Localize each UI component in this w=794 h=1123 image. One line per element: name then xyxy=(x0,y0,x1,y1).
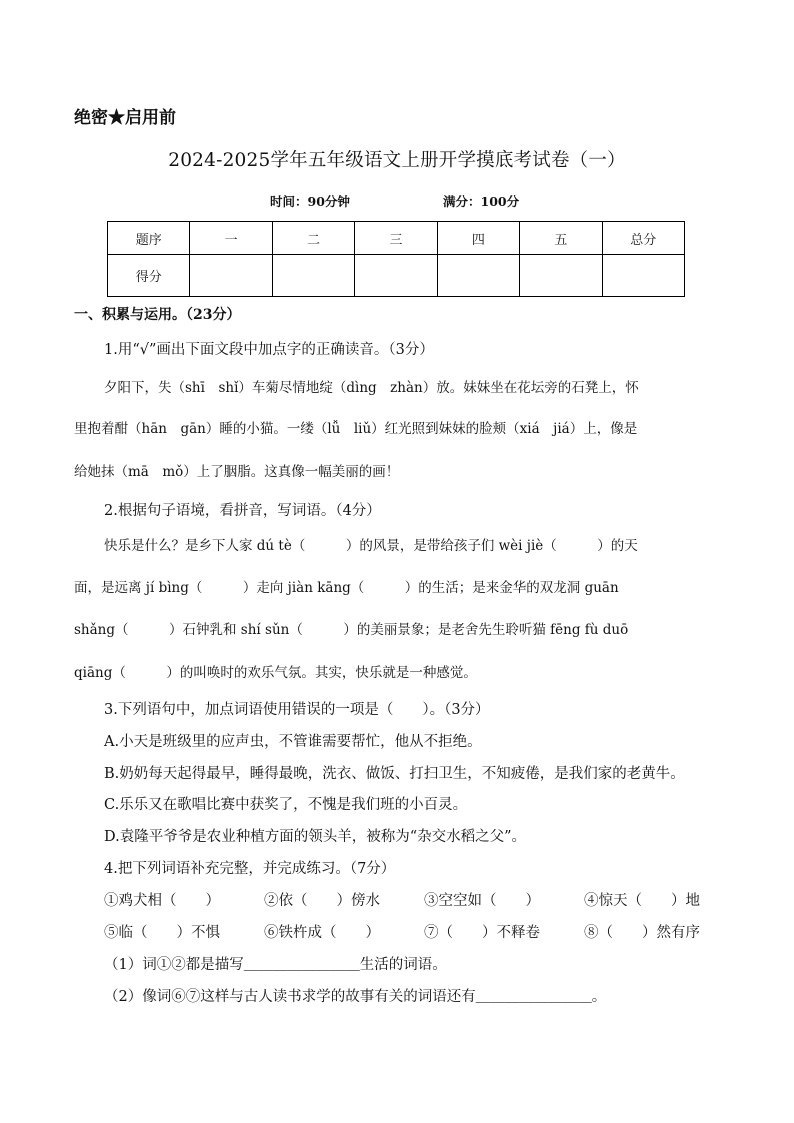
score-header-cell: 一 xyxy=(190,222,272,255)
full-score-label: 满分：100分 xyxy=(443,194,520,209)
score-entry-cell[interactable] xyxy=(437,255,519,297)
score-header-cell: 题序 xyxy=(108,222,190,255)
score-entry-cell[interactable] xyxy=(355,255,437,297)
question-3-option-d: D.袁隆平爷爷是农业种植方面的领头羊，被称为“杂交水稻之父”。 xyxy=(104,829,527,845)
question-3-option-b: B.奶奶每天起得最早，睡得最晚，洗衣、做饭、打扫卫生，不知疲倦，是我们家的老黄牛。 xyxy=(104,766,685,782)
question-2-passage-line: 快乐是什么？是乡下人家 dú tè（ ）的风景，是带给孩子们 wèi jiè（ ）的天 xyxy=(104,538,638,554)
question-3-prompt: 3.下列语句中，加点词语使用错误的一项是（ ）。（3分） xyxy=(104,702,490,718)
question-4-sub-1: （1）词①②都是描写＿＿＿＿＿＿＿＿生活的词语。 xyxy=(104,957,447,973)
question-2-passage-line: shǎng（ ）石钟乳和 shí sǔn（ ）的美丽景象；是老舍先生聆听猫 fēng fù duō xyxy=(74,622,629,638)
score-table-header-row xyxy=(108,222,685,255)
score-header-cell: 二 xyxy=(272,222,354,255)
idiom-blank-item: ⑤临（ ）不惧 xyxy=(104,925,220,941)
score-row-label: 得分 xyxy=(108,255,190,297)
question-3-option-a: A.小天是班级里的应声虫，不管谁需要帮忙，他从不拒绝。 xyxy=(104,734,482,750)
exam-title: 2024-2025学年五年级语文上册开学摸底考试卷（一） xyxy=(168,150,626,171)
score-header-cell: 四 xyxy=(437,222,519,255)
idiom-blank-item: ②依（ ）傍水 xyxy=(264,893,380,909)
score-entry-cell[interactable] xyxy=(602,255,684,297)
idiom-blank-item: ⑦（ ）不释卷 xyxy=(424,925,540,941)
idiom-blank-item: ①鸡犬相（ ） xyxy=(104,893,220,909)
question-1-passage-line: 里抱着酣（hān gān）睡的小猫。一缕（lǚ liǔ）红光照到妹妹的脸颊（xiá jiá）上，像是 xyxy=(74,421,638,437)
question-4-sub-2: （2）像词⑥⑦这样与古人读书求学的故事有关的词语还有＿＿＿＿＿＿＿＿。 xyxy=(104,989,607,1005)
score-table-score-row xyxy=(108,255,685,297)
question-3-option-c: C.乐乐又在歌唱比赛中获奖了，不愧是我们班的小百灵。 xyxy=(104,797,468,813)
score-entry-cell[interactable] xyxy=(520,255,602,297)
score-entry-cell[interactable] xyxy=(190,255,272,297)
confidential-label: 绝密★启用前 xyxy=(74,108,176,128)
score-table xyxy=(107,221,685,297)
section-heading: 一、积累与运用。（23分） xyxy=(74,307,241,323)
question-2-passage-line: qiāng（ ）的叫唤时的欢乐气氛。其实，快乐就是一种感觉。 xyxy=(74,665,477,681)
idiom-blank-item: ⑧（ ）然有序 xyxy=(584,925,700,941)
score-entry-cell[interactable] xyxy=(272,255,354,297)
score-header-cell: 总分 xyxy=(602,222,684,255)
question-1-passage-line: 给她抹（mā mǒ）上了胭脂。这真像一幅美丽的画！ xyxy=(74,464,400,480)
idiom-blank-item: ④惊天（ ）地 xyxy=(584,893,700,909)
question-4-prompt: 4.把下列词语补充完整，并完成练习。（7分） xyxy=(104,861,396,877)
score-header-cell: 三 xyxy=(355,222,437,255)
score-header-cell: 五 xyxy=(520,222,602,255)
question-1-prompt: 1.用“√”画出下面文段中加点字的正确读音。（3分） xyxy=(104,342,434,358)
idiom-blank-item: ⑥铁杵成（ ） xyxy=(264,925,380,941)
idiom-blank-item: ③空空如（ ） xyxy=(424,893,540,909)
question-2-passage-line: 面，是远离 jí bìng（ ）走向 jiàn kāng（ ）的生活；是来金华的双龙洞 guān xyxy=(74,580,619,596)
question-2-prompt: 2.根据句子语境，看拼音，写词语。（4分） xyxy=(104,503,381,519)
time-label: 时间：90分钟 xyxy=(270,194,350,209)
question-1-passage-line: 夕阳下，失（shī shǐ）车菊尽情地绽（dìng zhàn）放。妹妹坐在花坛旁的石凳上，怀 xyxy=(104,380,639,396)
